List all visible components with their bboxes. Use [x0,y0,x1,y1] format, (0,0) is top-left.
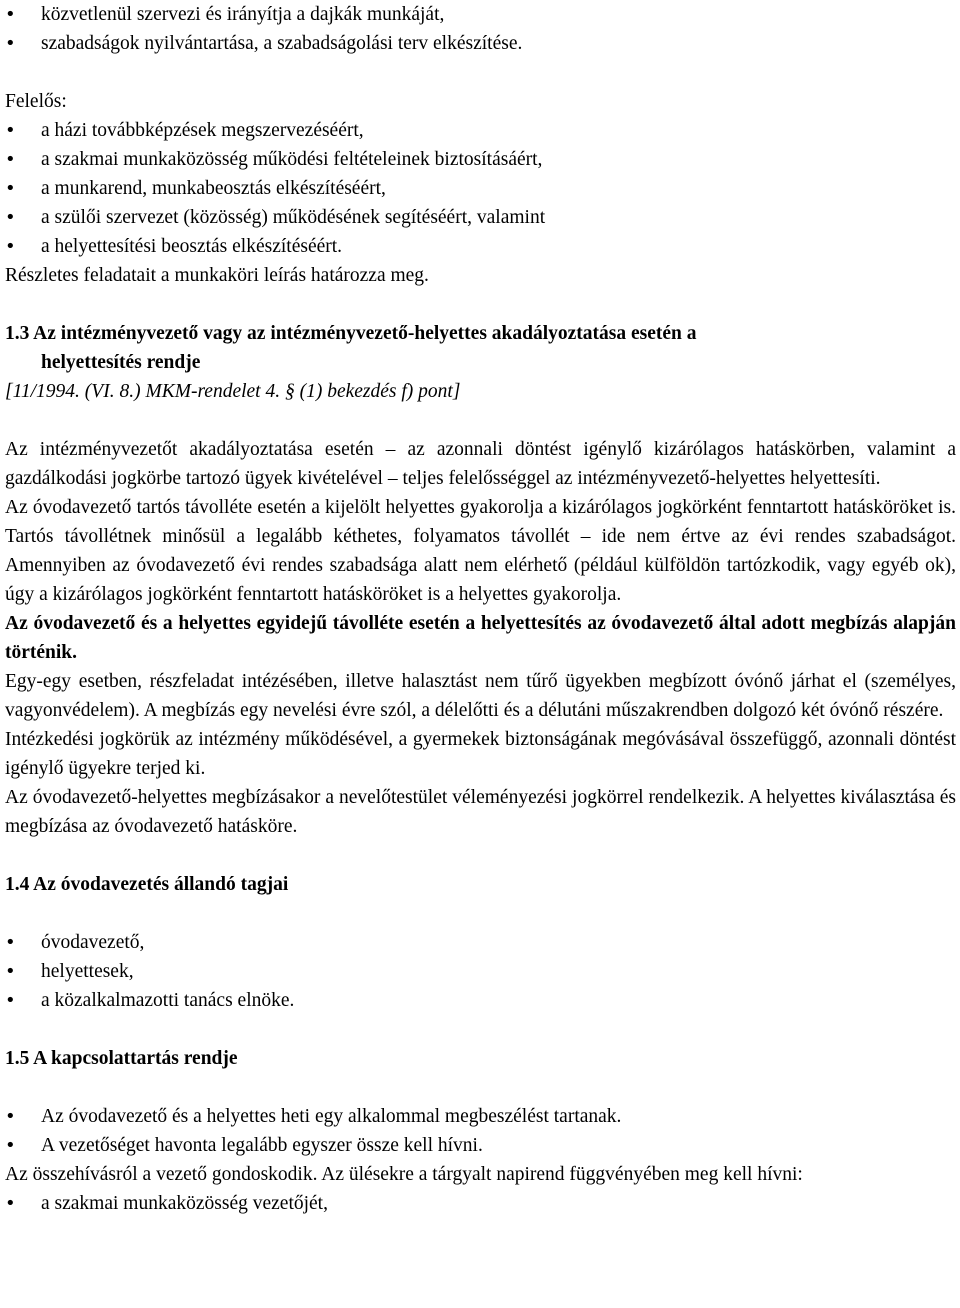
paragraph: Intézkedési jogkörük az intézmény működésével, a gyermekek biztonságának megóvásával összefüggő, azonnali döntést igénylő ügyekre terjed ki. [5,729,956,779]
list-item: • közvetlenül szervezi és irányítja a dajkák munkáját, [5,0,956,29]
section-1-5-list [5,1102,956,1160]
section-1-3-title-line1: 1.3 Az intézményvezető vagy az intézményvezető-helyettes akadályoztatása esetén a [5,323,697,344]
section-1-5-title: 1.5 A kapcsolattartás rendje [5,1048,238,1069]
section-1-5-list-after [5,1189,956,1218]
paragraph-bold: Az óvodavezető és a helyettes egyidejű távolléte esetén a helyettesítés az óvodavezető által adott megbízás alapján történik. [5,613,956,663]
section-1-3-reference: [11/1994. (VI. 8.) MKM-rendelet 4. § (1) bekezdés f) pont] [5,381,461,402]
responsible-list [5,116,956,261]
spacer [5,1015,956,1044]
list-item: • a munkarend, munkabeosztás elkészítéséért, [5,174,956,203]
list-item: • Az óvodavezető és a helyettes heti egy alkalommal megbeszélést tartanak. [5,1102,956,1131]
list-item: • szabadságok nyilvántartása, a szabadságolási terv elkészítése. [5,29,956,58]
paragraph: Az intézményvezetőt akadályoztatása esetén – az azonnali döntést igénylő kizárólagos hatáskörben, valamint a gazdálkodási jogkörbe tartozó ügyek kivételével – teljes felelősséggel az intézményvezető-helyettes helyettesíti. [5,439,956,489]
list-item: • a házi továbbképzések megszervezéséért, [5,116,956,145]
paragraph: Az óvodavezető-helyettes megbízásakor a nevelőtestület véleményezési jogkörrel rendelkezik. A helyettes kiválasztása és megbízása az óvodavezető hatásköre. [5,787,956,837]
responsible-label: Felelős: [5,91,67,112]
list-item: • a szakmai munkaközösség vezetőjét, [5,1189,956,1218]
list-item: • A vezetőséget havonta legalább egyszer össze kell hívni. [5,1131,956,1160]
list-item: • a közalkalmazotti tanács elnöke. [5,986,956,1015]
paragraph: Az összehívásról a vezető gondoskodik. Az ülésekre a tárgyalt napirend függvényében meg kell hívni: [5,1164,803,1185]
spacer [5,290,956,319]
spacer [5,899,956,928]
list-item: • óvodavezető, [5,928,956,957]
details-note: Részletes feladatait a munkaköri leírás határozza meg. [5,265,429,286]
section-1-3-title-line2: helyettesítés rendje [41,352,201,373]
section-1-4-title: 1.4 Az óvodavezetés állandó tagjai [5,874,289,895]
list-item: • a szakmai munkaközösség működési feltételeinek biztosításáért, [5,145,956,174]
list-item: • a szülői szervezet (közösség) működésének segítéséért, valamint [5,203,956,232]
spacer [5,406,956,435]
section-1-4-list [5,928,956,1015]
list-item: • a helyettesítési beosztás elkészítéséért. [5,232,956,261]
spacer [5,1073,956,1102]
list-item: • helyettesek, [5,957,956,986]
paragraph: Egy-egy esetben, részfeladat intézésében, illetve halasztást nem tűrő ügyekben megbízott óvónő járhat el (személyes, vagyonvédelem). A megbízás egy nevelési évre szól, a délelőtti és a délutáni műszakrendben dolgozó két óvónő részére. [5,671,956,721]
top-bullet-list [5,0,956,58]
spacer [5,841,956,870]
paragraph: Az óvodavezető tartós távolléte esetén a kijelölt helyettes gyakorolja a kizárólagos jogkörként fenntartott hatásköröket is. Tartós távollétnek minősül a legalább kéthetes, folyamatos távollét – ide nem értve az évi rendes szabadságot. Amennyiben az óvodavezető évi rendes szabadsága alatt nem elérhető (például külföldön tartózkodik, vagy egyéb ok), úgy a kizárólagos jogkörként fenntartott hatásköröket is a helyettes gyakorolja. [5,497,956,605]
spacer [5,58,956,87]
